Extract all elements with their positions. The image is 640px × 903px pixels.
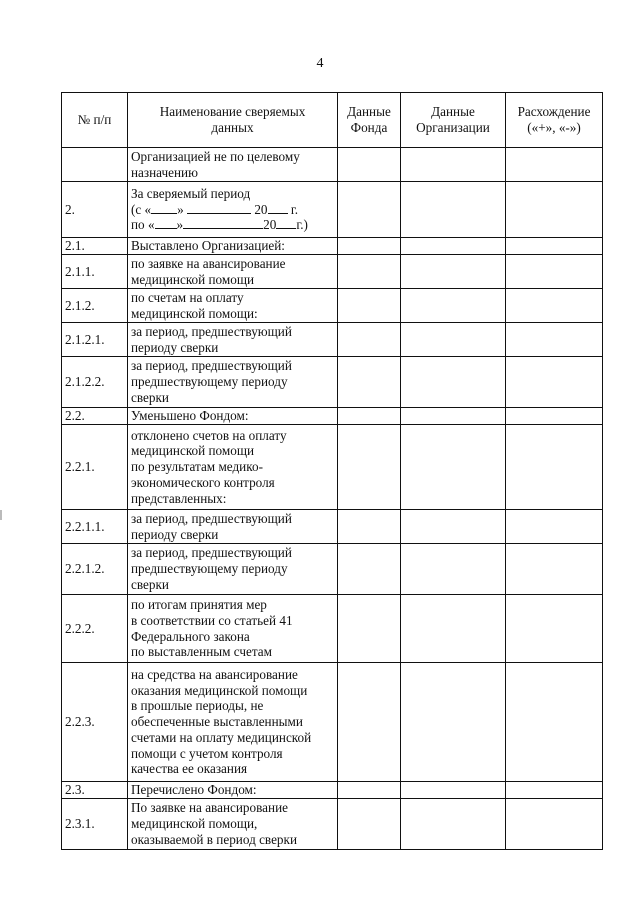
row-number: 2.2.1.2. [62,544,128,595]
row-name-line: на средства на авансирование [131,666,298,682]
discrepancy-cell [506,595,603,663]
organization-value-cell [401,238,506,255]
discrepancy-cell [506,357,603,408]
organization-value-cell [401,663,506,782]
discrepancy-cell [506,799,603,850]
fund-value-cell [338,782,401,799]
organization-value-cell [401,289,506,323]
fund-value-cell [338,238,401,255]
row-name-line: за период, предшествующий [131,323,292,339]
row-name-line: экономического контроля [131,474,275,490]
row-name-line: предшествующему периоду [131,374,288,390]
row-name-line: За сверяемый период [131,185,251,201]
table-row [62,255,603,289]
row-name-line: оказания медицинской помощи [131,682,308,698]
discrepancy-cell [506,148,603,182]
table-row [62,289,603,323]
row-name [128,544,338,595]
header-organization-data: Данные Организации [401,93,506,148]
row-name-line: по заявке на авансирование [131,255,286,271]
table-row [62,799,603,850]
table-row [62,238,603,255]
row-name-line: за период, предшествующий [131,358,292,374]
row-name [128,799,338,850]
fund-value-cell [338,289,401,323]
fund-value-cell [338,663,401,782]
row-name [128,182,338,238]
header-name: Наименование сверяемых данных [128,93,338,148]
row-name [128,663,338,782]
row-name-line: за период, предшествующий [131,545,292,561]
header-discrepancy: Расхождение («+», «-») [506,93,603,148]
row-name-line: в соответствии со статьей 41 [131,612,293,628]
table-row [62,323,603,357]
organization-value-cell [401,255,506,289]
organization-value-cell [401,595,506,663]
row-name-line: Выставлено Организацией: [131,238,285,254]
row-number: 2.2. [62,408,128,425]
row-name-line: сверки [131,389,169,405]
reconciliation-table [61,92,603,850]
organization-value-cell [401,544,506,595]
table-row [62,357,603,408]
row-name-line: по результатам медико- [131,459,263,475]
discrepancy-cell [506,510,603,544]
scan-edge-mark [0,510,2,520]
fund-value-cell [338,595,401,663]
row-name [128,255,338,289]
row-number: 2.1.2.1. [62,323,128,357]
row-name [128,425,338,510]
row-name-line: качества ее оказания [131,761,248,777]
row-name-line: Перечислено Фондом: [131,782,257,798]
table-row [62,663,603,782]
discrepancy-cell [506,182,603,238]
discrepancy-cell [506,323,603,357]
discrepancy-cell [506,782,603,799]
row-name [128,782,338,799]
row-name-line: представленных: [131,490,227,506]
organization-value-cell [401,357,506,408]
row-number: 2.2.2. [62,595,128,663]
row-name [128,238,338,255]
table-row [62,595,603,663]
row-name-line: по итогам принятия мер [131,596,267,612]
organization-value-cell [401,148,506,182]
fund-value-cell [338,357,401,408]
row-name-line: оказываемой в период сверки [131,831,297,847]
fund-value-cell [338,182,401,238]
row-name-line: медицинской помощи [131,271,255,287]
fund-value-cell [338,425,401,510]
row-name-line: Организацией не по целевому [131,148,300,164]
row-name-line: предшествующему периоду [131,561,288,577]
discrepancy-cell [506,408,603,425]
table-body [62,148,603,850]
discrepancy-cell [506,255,603,289]
row-name-line: за период, предшествующий [131,510,292,526]
row-name-line: счетами на оплату медицинской [131,729,312,745]
table-row [62,544,603,595]
table-row [62,408,603,425]
discrepancy-cell [506,544,603,595]
row-name-line: помощи с учетом контроля [131,745,283,761]
row-number: 2.1.2.2. [62,357,128,408]
table-header-row [62,93,603,148]
organization-value-cell [401,782,506,799]
row-number: 2.2.3. [62,663,128,782]
row-name-line: назначению [131,164,198,180]
fund-value-cell [338,408,401,425]
row-name-line: По заявке на авансирование [131,800,288,816]
row-number: 2.3.1. [62,799,128,850]
row-name-line: отклонено счетов на оплату [131,427,287,443]
row-name [128,323,338,357]
row-name [128,595,338,663]
table-row [62,425,603,510]
fund-value-cell [338,148,401,182]
header-fund-data: Данные Фонда [338,93,401,148]
row-name-line: по выставленным счетам [131,644,272,660]
row-number: 2.1.1. [62,255,128,289]
fund-value-cell [338,255,401,289]
row-name [128,510,338,544]
row-name-line: периоду сверки [131,526,219,542]
period-to-line: по « » 20 г.) [131,217,308,233]
row-name-line: в прошлые периоды, не [131,698,264,714]
organization-value-cell [401,182,506,238]
row-name [128,408,338,425]
row-name [128,289,338,323]
row-name-line: Федерального закона [131,628,250,644]
row-number: 2.1. [62,238,128,255]
discrepancy-cell [506,238,603,255]
fund-value-cell [338,323,401,357]
row-name-line: по счетам на оплату [131,289,244,305]
fund-value-cell [338,510,401,544]
row-name-line: сверки [131,576,169,592]
row-name-line: обеспеченные выставленными [131,714,303,730]
table-row [62,182,603,238]
row-name [128,357,338,408]
row-name-line: Уменьшено Фондом: [131,408,249,424]
organization-value-cell [401,408,506,425]
row-name-line: медицинской помощи [131,443,255,459]
row-name [128,148,338,182]
row-number: 2. [62,182,128,238]
row-number: 2.2.1.1. [62,510,128,544]
table-row [62,148,603,182]
period-from-line: (с « » 20 г. [131,201,299,217]
row-number [62,148,128,182]
row-number: 2.1.2. [62,289,128,323]
table-row [62,782,603,799]
organization-value-cell [401,323,506,357]
header-number: № п/п [62,93,128,148]
page-number: 4 [316,56,324,71]
organization-value-cell [401,799,506,850]
row-number: 2.2.1. [62,425,128,510]
row-name-line: медицинской помощи, [131,816,258,832]
row-number: 2.3. [62,782,128,799]
fund-value-cell [338,544,401,595]
row-name-line: периоду сверки [131,339,219,355]
organization-value-cell [401,510,506,544]
discrepancy-cell [506,289,603,323]
row-name-line: медицинской помощи: [131,305,258,321]
table-row [62,510,603,544]
fund-value-cell [338,799,401,850]
discrepancy-cell [506,425,603,510]
discrepancy-cell [506,663,603,782]
organization-value-cell [401,425,506,510]
